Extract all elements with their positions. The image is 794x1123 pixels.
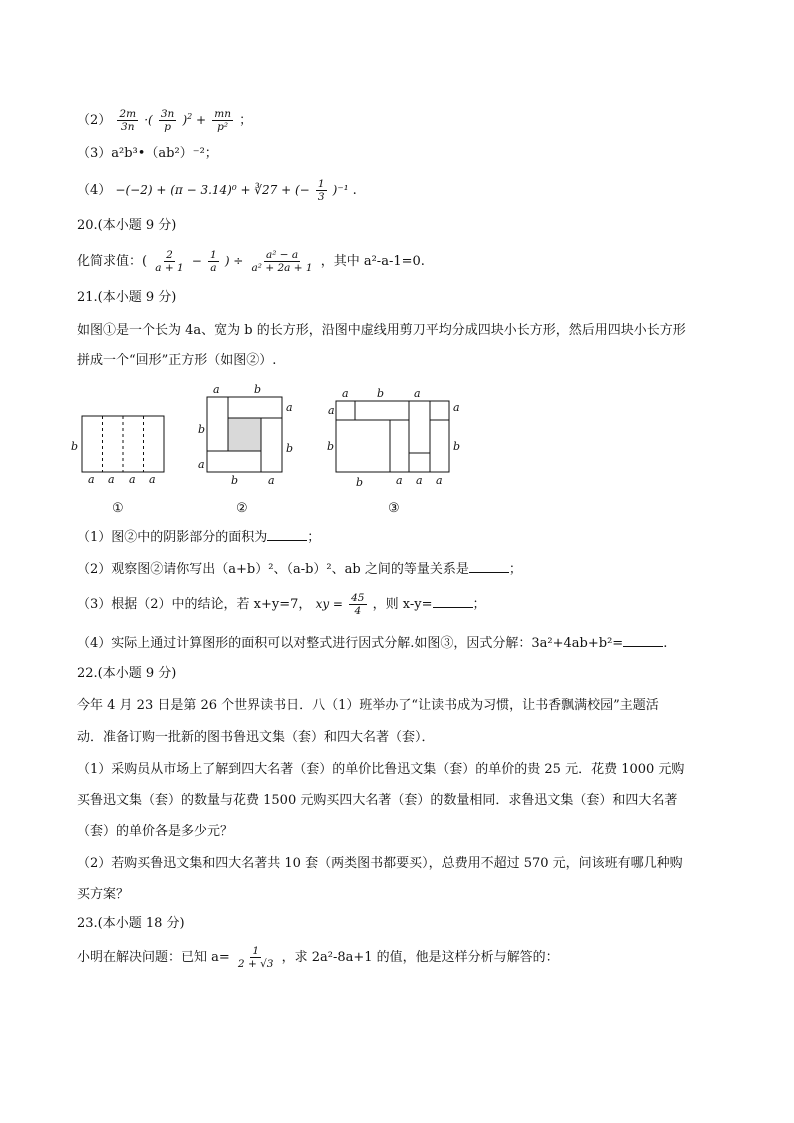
label-b: b <box>356 476 364 489</box>
label-a: a <box>88 473 95 486</box>
q21-part4: （4）实际上通过计算图形的面积可以对整式进行因式分解.如图③，因式分解：3a²+4ab+b²= . <box>77 636 668 651</box>
q23-body: 小明在解决问题：已知 a= $\frac{1}{2 + √3}$ ，求 2a²-8a+1 的值，他是这样分析与解答的： <box>77 945 559 970</box>
label-a: a <box>414 387 421 400</box>
label-b: b <box>377 387 385 400</box>
figure-3-caption: ③ <box>388 501 400 516</box>
q22-text-7: 买方案？ <box>77 887 130 902</box>
fraction: $\frac{1}{a}$ <box>209 249 217 274</box>
label-b: b <box>254 383 262 396</box>
q21-part3: （3）根据（2）中的结论，若 x+y=7， xy = $\frac{45}{4}$ ，则 x-y= ； <box>77 592 486 617</box>
label-a: a <box>416 474 423 487</box>
answer-blank[interactable] <box>433 595 473 608</box>
q21-intro-1: 如图①是一个长为 4a、宽为 b 的长方形，沿图中虚线用剪刀平均分成四块小长方形，然后用四块小长方形 <box>77 323 686 338</box>
q22-text-3: （1）采购员从市场上了解到四大名著（套）的单价比鲁迅文集（套）的单价的贵 25 元．花费 1000 元购 <box>77 762 685 777</box>
q19-part4: （4） −(−2) + (π − 3.14)⁰ + ∛27 + (− $\frac{1}{3}$ )⁻¹ . <box>77 178 357 203</box>
label-a: a <box>213 383 220 396</box>
label-a: a <box>396 474 403 487</box>
label-a: a <box>436 474 443 487</box>
q21-intro-2: 拼成一个“回形”正方形（如图②）. <box>77 353 277 368</box>
fraction: $\frac{\text{a² − a}}{\text{a² + 2a + 1}}$ <box>251 249 313 274</box>
q20-heading: 20.(本小题 9 分) <box>77 218 177 233</box>
q23-heading: 23.(本小题 18 分) <box>77 916 185 931</box>
label-b: b <box>71 440 79 453</box>
answer-blank[interactable] <box>623 634 663 647</box>
label-b: b <box>286 442 294 455</box>
q21-heading: 21.(本小题 9 分) <box>77 290 177 305</box>
q21-part1: （1）图②中的阴影部分的面积为 ； <box>77 530 321 545</box>
fraction: $\frac{mn}{\text{p²}}$ <box>214 108 231 133</box>
figure-2-caption: ② <box>236 501 248 516</box>
label-a: a <box>342 387 349 400</box>
answer-blank[interactable] <box>469 560 509 573</box>
label-a: a <box>198 458 205 471</box>
q19-part2: （2） $\frac{2m}{3n}$ ·( $\frac{3n}{p}$ )$^2$ + $\frac{mn}{\text{p²}}$ ； <box>77 108 253 133</box>
q22-text-1: 今年 4 月 23 日是第 26 个世界读书日．八（1）班举办了“让读书成为习惯，让书香飘满校园”主题活 <box>77 698 659 713</box>
label-a: a <box>453 401 460 414</box>
q21-figures <box>0 378 794 518</box>
figure-1 <box>71 416 164 516</box>
q22-text-2: 动．准备订购一批新的图书鲁迅文集（套）和四大名著（套）． <box>77 730 435 745</box>
label-a: a <box>328 404 335 417</box>
label-a: a <box>268 474 275 487</box>
label-b: b <box>231 474 239 487</box>
fraction: $\frac{45}{4}$ <box>351 592 365 617</box>
figure-1-caption: ① <box>112 501 124 516</box>
fraction: $\frac{2m}{3n}$ <box>119 108 137 133</box>
label-b: b <box>453 440 461 453</box>
figure-2 <box>198 383 293 516</box>
label-a: a <box>149 473 156 486</box>
fraction: $\frac{1}{3}$ <box>317 178 325 203</box>
q22-text-4: 买鲁迅文集（套）的数量与花费 1500 元购买四大名著（套）的数量相同．求鲁迅文集（套）和四大名著 <box>77 793 678 808</box>
q22-text-5: （套）的单价各是多少元？ <box>77 824 234 839</box>
q22-heading: 22.(本小题 9 分) <box>77 666 177 681</box>
q22-text-6: （2）若购买鲁迅文集和四大名著共 10 套（两类图书都要买），总费用不超过 570 元，问该班有哪几种购 <box>77 856 683 871</box>
label-a: a <box>129 473 136 486</box>
label-b: b <box>327 440 335 453</box>
label-a: a <box>286 401 293 414</box>
label-a: a <box>108 473 115 486</box>
q21-part2: （2）观察图②请你写出（a+b）²、（a-b）²、ab 之间的等量关系是 ； <box>77 562 522 577</box>
q20-body: 化简求值：( $\frac{2}{a + 1}$ − $\frac{1}{a}$ ) ÷ $\frac{\text{a² − a}}{\text{a² + 2a + 1}}$ ，其中 a²-a-1=0. <box>77 249 425 274</box>
fraction: $\frac{3n}{p}$ <box>160 108 175 133</box>
label-b: b <box>198 423 206 436</box>
q19-part3: （3）a²b³•（ab²）⁻²； <box>77 146 218 161</box>
figure-3 <box>327 387 460 516</box>
fraction: $\frac{2}{a + 1}$ <box>155 249 184 274</box>
fraction: $\frac{1}{2 + √3}$ <box>237 945 274 970</box>
answer-blank[interactable] <box>267 528 307 541</box>
